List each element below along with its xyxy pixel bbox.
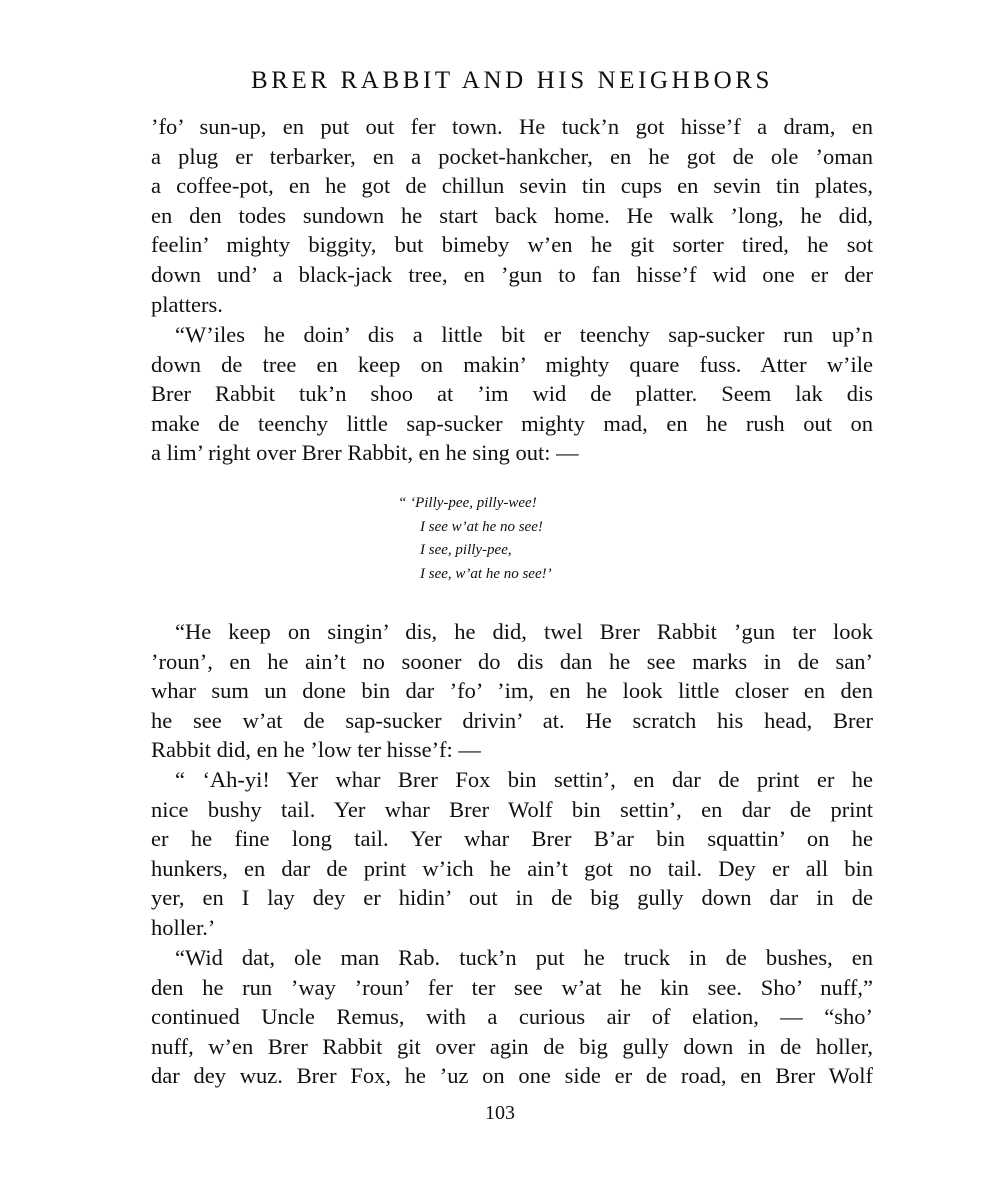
- page-number: 103: [485, 1102, 515, 1124]
- text-line: dar dey wuz. Brer Fox, he ’uz on one side er de road, en Brer Wolf: [151, 1063, 873, 1089]
- paragraph-5: [151, 943, 873, 1091]
- text-line: platters.: [151, 291, 223, 317]
- paragraph-1: [151, 112, 873, 319]
- text-line: down de tree en keep on makin’ mighty quare fuss. Atter w’ile: [151, 351, 873, 377]
- paragraph-4: [151, 765, 873, 943]
- text-line: “He keep on singin’ dis, he did, twel Brer Rabbit ’gun ter look: [175, 619, 873, 644]
- paragraph-2: [151, 320, 873, 468]
- text-line: hunkers, en dar de print w’ich he ain’t got no tail. Dey er all bin: [151, 855, 873, 881]
- verse-line: I see, w’at he no see!’: [420, 565, 552, 582]
- text-line: “W’iles he doin’ dis a little bit er teenchy sap-sucker run up’n: [175, 322, 873, 347]
- verse-line: I see w’at he no see!: [420, 518, 543, 535]
- text-line: ’fo’ sun-up, en put out fer town. He tuck’n got hisse’f a dram, en: [151, 114, 873, 139]
- text-line: holler.’: [151, 914, 216, 940]
- text-line: a coffee-pot, en he got de chillun sevin tin cups en sevin tin plates,: [151, 173, 873, 199]
- text-line: Rabbit did, en he ’low ter hisse’f: —: [151, 737, 481, 763]
- text-line: a plug er terbarker, en a pocket-hankcher, en he got de ole ’oman: [151, 143, 873, 169]
- text-line: continued Uncle Remus, with a curious air of elation, — “sho’: [151, 1004, 873, 1030]
- text-line: a lim’ right over Brer Rabbit, en he sing out: —: [151, 440, 579, 466]
- paragraph-3: [151, 617, 873, 765]
- verse-line: I see, pilly-pee,: [420, 542, 512, 558]
- text-line: Brer Rabbit tuk’n shoo at ’im wid de platter. Seem lak dis: [151, 381, 873, 407]
- text-line: feelin’ mighty biggity, but bimeby w’en he git sorter tired, he sot: [151, 232, 873, 258]
- text-line: er he fine long tail. Yer whar Brer B’ar bin squattin’ on he: [151, 826, 873, 852]
- running-title: BRER RABBIT AND HIS NEIGHBORS: [250, 67, 774, 94]
- text-line: nice bushy tail. Yer whar Brer Wolf bin settin’, en dar de print: [151, 796, 873, 822]
- text-line: en den todes sundown he start back home. He walk ’long, he did,: [151, 202, 873, 228]
- text-line: make de teenchy little sap-sucker mighty mad, en he rush out on: [151, 410, 873, 436]
- text-line: nuff, w’en Brer Rabbit git over agin de big gully down in de holler,: [151, 1033, 873, 1059]
- verse-block: [398, 492, 552, 586]
- text-line: “ ‘Ah-yi! Yer whar Brer Fox bin settin’, en dar de print er he: [175, 767, 873, 792]
- text-line: den he run ’way ’roun’ fer ter see w’at he kin see. Sho’ nuff,”: [151, 974, 873, 1000]
- verse-line: “ ‘Pilly-pee, pilly-wee!: [398, 495, 537, 511]
- text-line: “Wid dat, ole man Rab. tuck’n put he truck in de bushes, en: [175, 945, 873, 970]
- text-line: down und’ a black-jack tree, en ’gun to fan hisse’f wid one er der: [151, 261, 873, 287]
- text-line: he see w’at de sap-sucker drivin’ at. He scratch his head, Brer: [151, 707, 873, 733]
- text-line: whar sum un done bin dar ’fo’ ’im, en he look little closer en den: [151, 678, 873, 704]
- text-line: ’roun’, en he ain’t no sooner do dis dan he see marks in de san’: [151, 648, 873, 674]
- text-line: yer, en I lay dey er hidin’ out in de big gully down dar in de: [151, 885, 873, 911]
